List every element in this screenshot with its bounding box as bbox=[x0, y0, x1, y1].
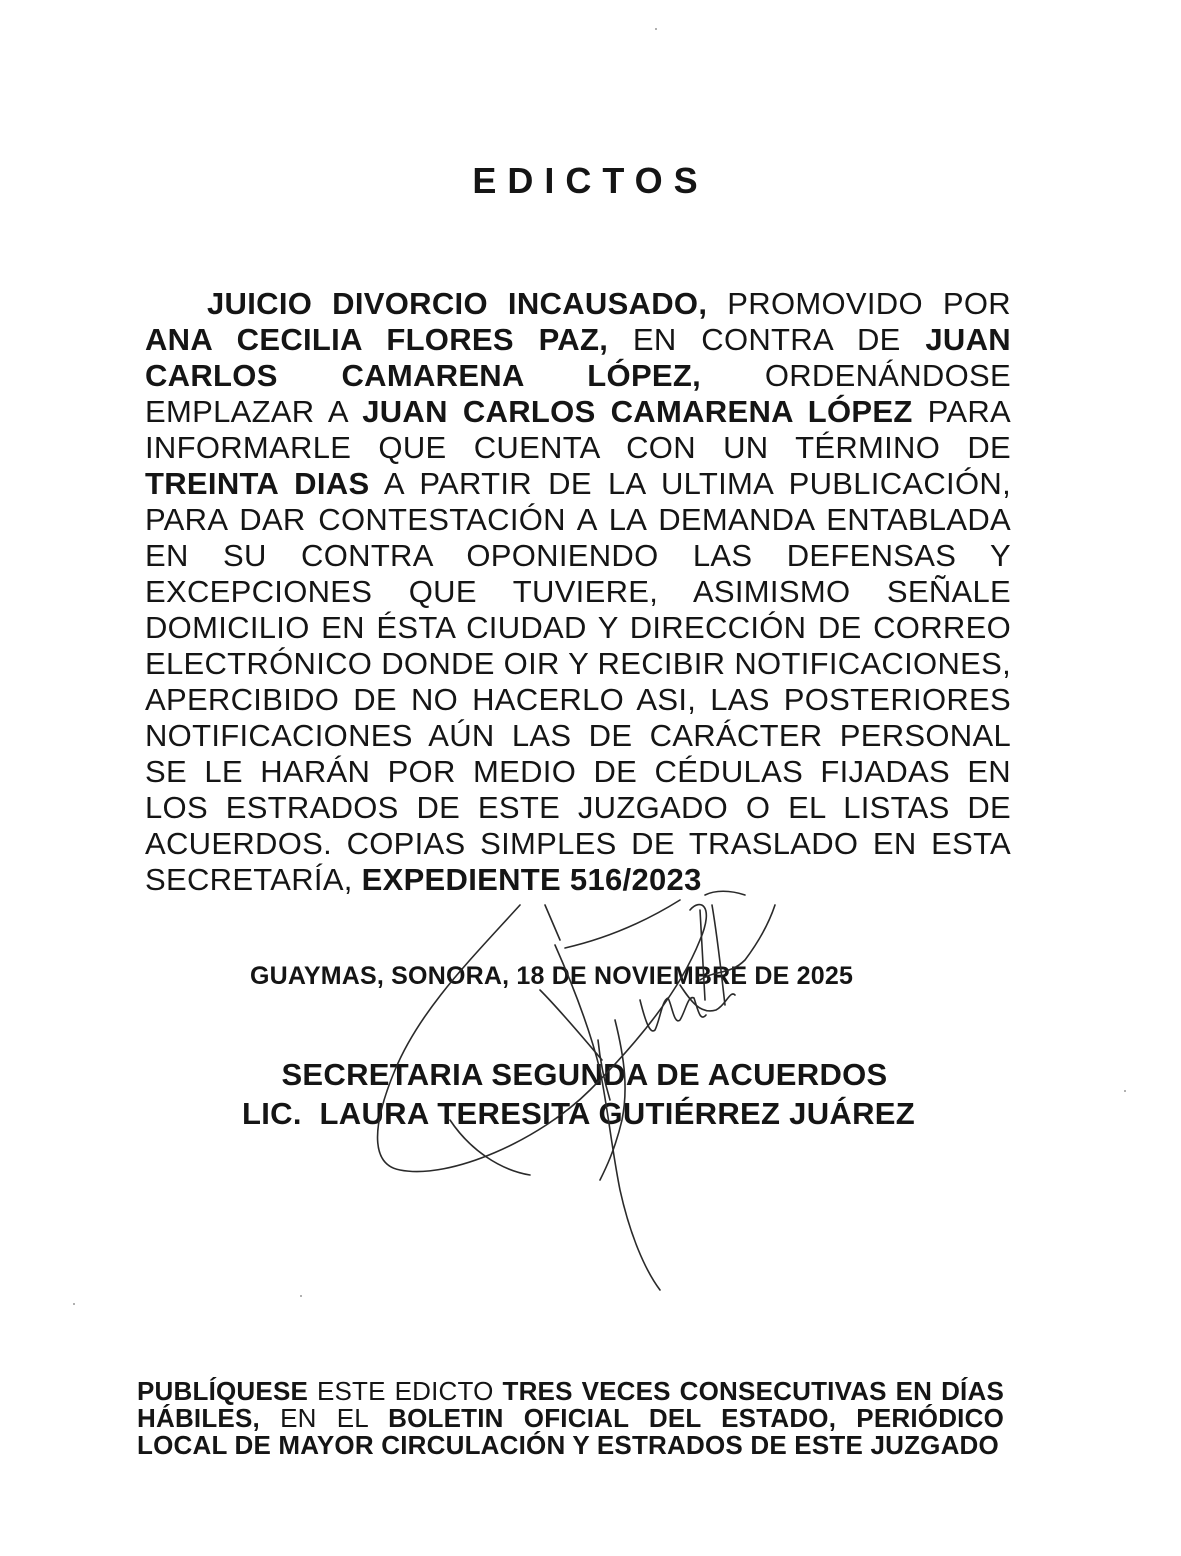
signatory-role: SECRETARIA SEGUNDA DE ACUERDOS bbox=[281, 1057, 888, 1092]
body-run: PROMOVIDO POR bbox=[707, 286, 1011, 321]
publish-run: PUBLÍQUESE bbox=[137, 1376, 309, 1406]
body-run: ORDENÁNDOSE EMPLAZAR A bbox=[145, 358, 1011, 429]
publish-run: BOLETIN OFICIAL DEL ESTADO, PERIÓDICO LOCAL DE MAYOR CIRCULACIÓN Y ESTRADOS DE ESTE JUZGADO bbox=[137, 1403, 1004, 1460]
scan-speck bbox=[300, 1295, 302, 1297]
body-run: JUAN CARLOS CAMARENA LÓPEZ, bbox=[145, 322, 1011, 393]
signatory-block bbox=[0, 1055, 1181, 1133]
body-run: ANA CECILIA FLORES PAZ, bbox=[145, 322, 609, 357]
publish-run: EN EL bbox=[259, 1403, 389, 1433]
signatory-name: LIC. LAURA TERESITA GUTIÉRREZ JUÁREZ bbox=[241, 1096, 915, 1131]
body-run: JUICIO DIVORCIO INCAUSADO, bbox=[207, 286, 708, 321]
document-title: EDICTOS bbox=[472, 160, 709, 201]
publish-run: ESTE EDICTO bbox=[308, 1376, 503, 1406]
case-number: EXPEDIENTE 516/2023 bbox=[361, 862, 702, 897]
place-and-date: GUAYMAS, SONORA, 18 DE NOVIEMBRE DE 2025 bbox=[250, 962, 854, 990]
body-run: TREINTA DIAS bbox=[145, 466, 370, 501]
body-run: A PARTIR DE LA ULTIMA PUBLICACIÓN, PARA DAR CONTESTACIÓN A LA DEMANDA ENTABLADA EN SU CONTRA OPONIENDO LAS DEFENSAS Y EXCEPCIONES QUE TUVIERE, ASIMISMO SEÑALE DOMICILIO EN ÉSTA CIUDAD Y DIRECCIÓN DE CORREO ELECTRÓNICO DONDE OIR Y RECIBIR NOTIFICACIONES, APERCIBIDO DE NO HACERLO ASI, LAS POSTERIORES NOTIFICACIONES AÚN LAS DE CARÁCTER PERSONAL SE LE HARÁN POR MEDIO DE CÉDULAS FIJADAS EN LOS ESTRADOS DE ESTE JUZGADO O EL LISTAS DE ACUERDOS. COPIAS SIMPLES DE TRASLADO EN ESTA SECRETARÍA, bbox=[145, 466, 1011, 897]
body-run: PARA INFORMARLE QUE CUENTA CON UN TÉRMINO DE bbox=[145, 394, 1011, 465]
body-run: EN CONTRA DE bbox=[608, 322, 926, 357]
body-run: JUAN CARLOS CAMARENA LÓPEZ bbox=[362, 394, 913, 429]
publication-instructions bbox=[137, 1378, 1004, 1459]
publish-run: TRES VECES CONSECUTIVAS EN DÍAS HÁBILES, bbox=[137, 1376, 1005, 1433]
edict-body bbox=[145, 286, 1011, 898]
scan-speck bbox=[655, 28, 657, 30]
scan-speck bbox=[73, 1303, 75, 1305]
scan-speck bbox=[1124, 1090, 1126, 1092]
